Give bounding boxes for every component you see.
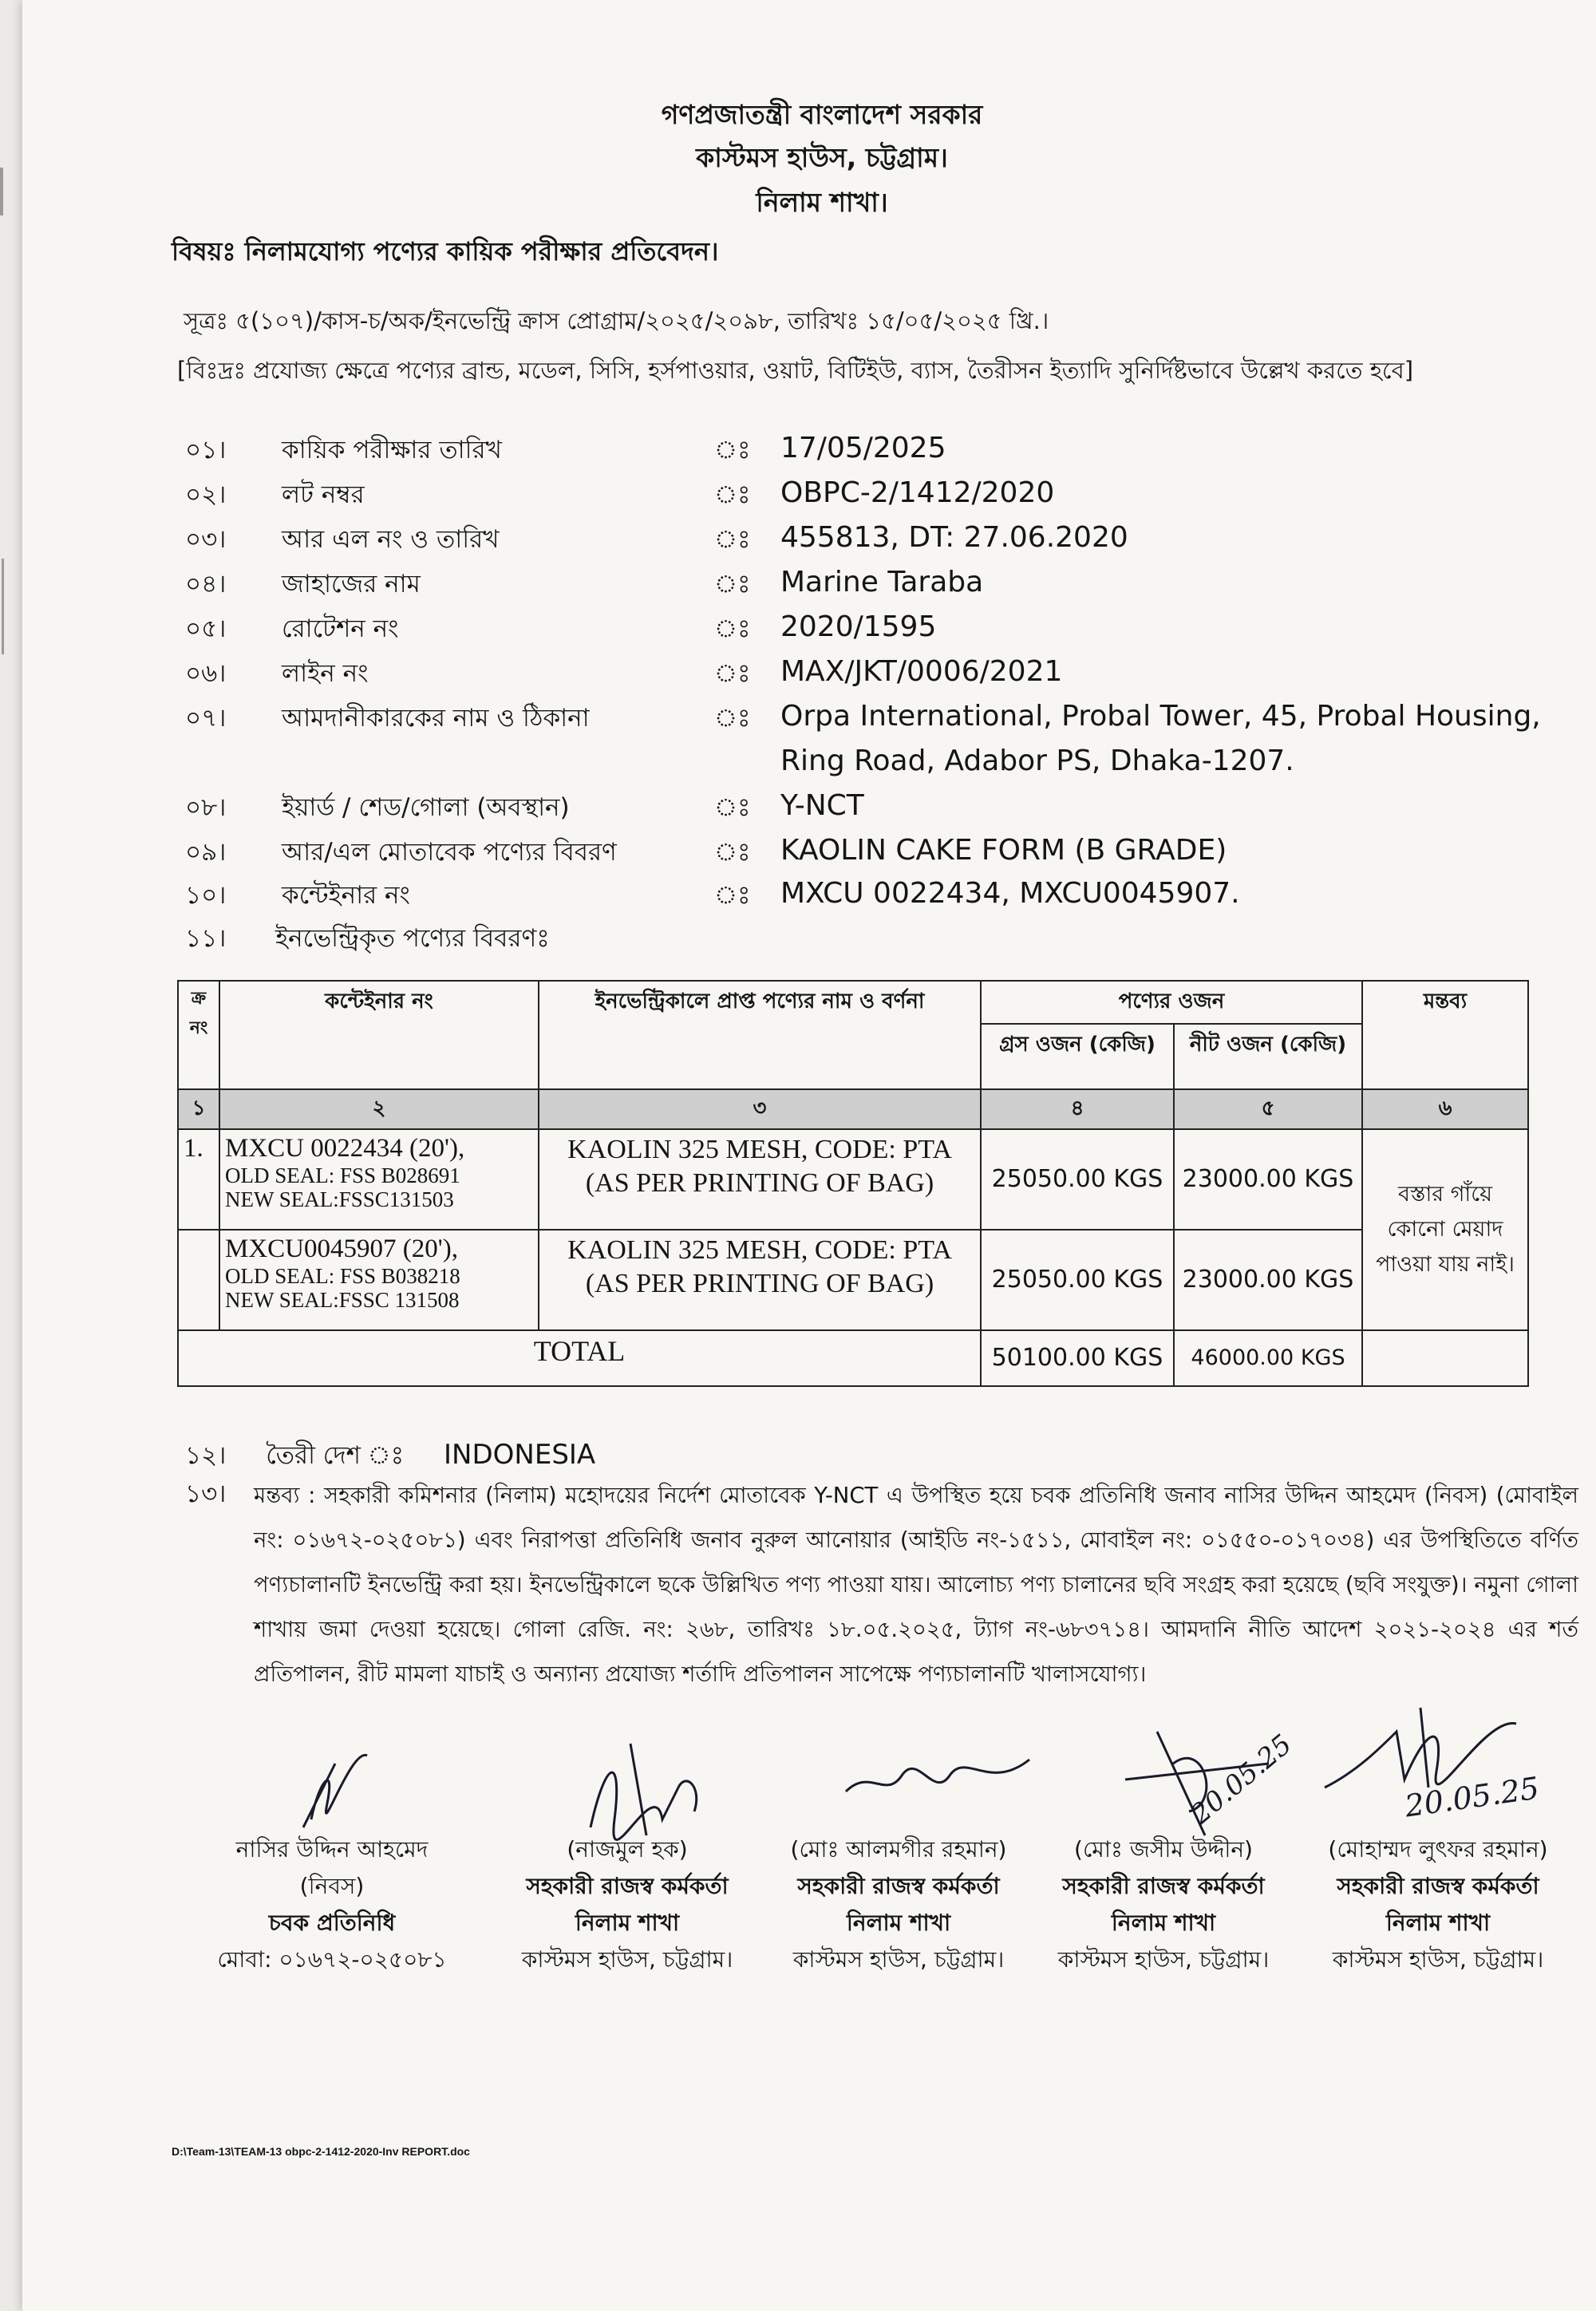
signatory-name: (মোহাম্মদ লুৎফর রহমান) bbox=[1328, 1836, 1548, 1863]
header-container: কন্টেইনার নং bbox=[219, 981, 539, 1089]
index-cell: ৬ bbox=[1362, 1089, 1528, 1129]
container-number: MXCU0045907 (20'), bbox=[225, 1235, 458, 1263]
file-path-footer: D:\Team-13\TEAM-13 obpc-2-1412-2020-Inv REPORT.doc bbox=[172, 2145, 470, 2158]
index-cell: ২ bbox=[219, 1089, 539, 1129]
field-colon: ঃ bbox=[714, 570, 751, 598]
header-goods: ইনভেন্ট্রিকালে প্রাপ্ত পণ্যের নাম ও বর্ণনা bbox=[539, 981, 981, 1089]
new-seal: NEW SEAL:FSSC 131508 bbox=[225, 1288, 460, 1312]
field-number: ০৫। bbox=[185, 614, 227, 643]
field-value: Orpa International, Probal Tower, 45, Probal Housing, bbox=[780, 700, 1541, 733]
field-label: জাহাজের নাম bbox=[282, 570, 421, 598]
inventory-table bbox=[177, 980, 1529, 1387]
signatory-line: নিলাম শাখা bbox=[1385, 1910, 1491, 1936]
remarks-number: ১৩। bbox=[185, 1479, 227, 1508]
field-label: আর/এল মোতাবেক পণ্যের বিবরণ bbox=[282, 838, 617, 867]
total-net: 46000.00 KGS bbox=[1174, 1330, 1362, 1386]
table-header-row bbox=[178, 981, 1528, 1024]
header-gross: গ্রস ওজন (কেজি) bbox=[981, 1024, 1174, 1089]
field-number: ০১। bbox=[185, 436, 227, 464]
total-row bbox=[178, 1330, 1528, 1386]
field-number: ০৩। bbox=[185, 525, 227, 554]
signatory-line: চবক প্রতিনিধি bbox=[268, 1910, 396, 1936]
signatory-line: নিলাম শাখা bbox=[1111, 1910, 1216, 1936]
old-seal: OLD SEAL: FSS B028691 bbox=[225, 1163, 460, 1187]
govt-title: গণপ্রজাতন্ত্রী বাংলাদেশ সরকার bbox=[661, 99, 983, 130]
handwritten-date-1: 20.05.25 bbox=[1184, 1728, 1298, 1831]
net-weight-cell: 23000.00 KGS bbox=[1174, 1230, 1362, 1330]
field-colon: ঃ bbox=[714, 436, 751, 464]
signature-scribble-2 bbox=[559, 1740, 742, 1843]
table-row bbox=[178, 1129, 1528, 1230]
serial-cell: 1. bbox=[178, 1129, 219, 1230]
field-value-continued: Ring Road, Adabor PS, Dhaka-1207. bbox=[780, 745, 1294, 777]
field-number: ১১। bbox=[185, 924, 227, 953]
field-label: লট নম্বর bbox=[282, 480, 365, 509]
section-title: নিলাম শাখা। bbox=[756, 187, 888, 218]
field-label: আমদানীকারকের নাম ও ঠিকানা bbox=[282, 704, 590, 733]
header-net: নীট ওজন (কেজি) bbox=[1174, 1024, 1362, 1089]
origin-number: ১২। bbox=[185, 1441, 227, 1470]
signatory-block bbox=[755, 1831, 1042, 1978]
gross-weight-cell: 25050.00 KGS bbox=[981, 1129, 1174, 1230]
index-cell: ৩ bbox=[539, 1089, 981, 1129]
field-number: ০৭। bbox=[185, 704, 227, 733]
new-seal: NEW SEAL:FSSC131503 bbox=[225, 1187, 454, 1211]
field-number: ০৮। bbox=[185, 793, 227, 822]
field-colon: ঃ bbox=[714, 838, 751, 867]
signatory-line: সহকারী রাজস্ব কর্মকর্তা bbox=[797, 1873, 1000, 1899]
header-weight: পণ্যের ওজন bbox=[981, 981, 1362, 1024]
container-cell bbox=[219, 1230, 539, 1330]
table-index-row bbox=[178, 1089, 1528, 1129]
signatory-line: নিলাম শাখা bbox=[575, 1910, 680, 1936]
signatory-line: কাস্টমস হাউস, চট্টগ্রাম। bbox=[521, 1946, 733, 1973]
table-row bbox=[178, 1230, 1528, 1330]
container-cell bbox=[219, 1129, 539, 1230]
field-number: ০২। bbox=[185, 480, 227, 509]
container-number: MXCU 0022434 (20'), bbox=[225, 1134, 465, 1163]
field-number: ০৪। bbox=[185, 570, 227, 598]
instruction-note: [বিঃদ্রঃ প্রযোজ্য ক্ষেত্রে পণ্যের ব্রান্ড, মডেল, সিসি, হর্সপাওয়ার, ওয়াট, বিটিইউ, ব্যাস, তৈরীসন ইত্যাদি সুনির্দিষ্টভাবে উল্লেখ করতে হবে] bbox=[177, 357, 1414, 384]
field-label: কন্টেইনার নং bbox=[282, 881, 410, 910]
field-number: ১০। bbox=[185, 881, 227, 910]
field-label: কায়িক পরীক্ষার তারিখ bbox=[282, 436, 502, 464]
field-colon: ঃ bbox=[714, 793, 751, 822]
field-value: MXCU 0022434, MXCU0045907. bbox=[780, 877, 1240, 910]
signatory-line: কাস্টমস হাউস, চট্টগ্রাম। bbox=[792, 1946, 1005, 1973]
origin-value: INDONESIA bbox=[444, 1439, 596, 1471]
field-value: 17/05/2025 bbox=[780, 432, 946, 464]
field-colon: ঃ bbox=[714, 480, 751, 509]
field-colon: ঃ bbox=[714, 704, 751, 733]
total-gross: 50100.00 KGS bbox=[981, 1330, 1174, 1386]
serial-cell bbox=[178, 1230, 219, 1330]
origin-line bbox=[185, 1436, 595, 1478]
field-label: আর এল নং ও তারিখ bbox=[282, 525, 500, 554]
signatory-block bbox=[1020, 1831, 1307, 1978]
reference-line: সূত্রঃ ৫(১০৭)/কাস-চ/অক/ইনভেন্ট্রি ক্রাস প্রোগ্রাম/২০২৫/২০৯৮, তারিখঃ ১৫/০৫/২০২৫ খ্রি.। bbox=[184, 307, 1049, 334]
signatory-name: (মোঃ আলমগীর রহমান) bbox=[790, 1836, 1007, 1863]
paper-edge-mark bbox=[0, 168, 3, 215]
field-value: 2020/1595 bbox=[780, 610, 937, 643]
gross-weight-cell: 25050.00 KGS bbox=[981, 1230, 1174, 1330]
field-value: 455813, DT: 27.06.2020 bbox=[780, 521, 1128, 554]
index-cell: ১ bbox=[178, 1089, 219, 1129]
field-label: ইনভেন্ট্রিকৃত পণ্যের বিবরণঃ bbox=[275, 924, 550, 953]
remark-cell: বস্তার গাঁয়ে কোনো মেয়াদ পাওয়া যায় নাই। bbox=[1362, 1129, 1528, 1330]
field-number: ০৬। bbox=[185, 659, 227, 688]
field-value: KAOLIN CAKE FORM (B GRADE) bbox=[780, 834, 1227, 867]
remarks-paragraph: মন্তব্য : সহকারী কমিশনার (নিলাম) মহোদয়ের নির্দেশ মোতাবেক Y-NCT এ উপস্থিত হয়ে চবক প্রতিনিধি জনাব নাসির উদ্দিন আহমেদ (নিবস) (মোবাইল নং: ০১৬৭২-০২৫০৮১) এবং নিরাপত্তা প্রতিনিধি জনাব নুরুল আনোয়ার (আইডি নং-১৫১১, মোবাইল নং: ০১৫৫০-০১৭০৩৪) এর উপস্থিতিতে বর্ণিত পণ্যচালানটি ইনভেন্ট্রি করা হয়। ইনভেন্ট্রিকালে ছকে উল্লিখিত পণ্য পাওয়া যায়। আলোচ্য পণ্য চালানের ছবি সংগ্রহ করা হয়েছে (ছবি সংযুক্ত)। নমুনা গোলা শাখায় জমা দেওয়া হয়েছে। গোলা রেজি. নং: ২৬৮, তারিখঃ ১৮.০৫.২০২৫, ট্যাগ নং-৬৮৩৭১৪। আমদানি নীতি আদেশ ২০২১-২০২৪ এর শর্ত প্রতিপালন, রীট মামলা যাচাই ও অন্যান্য প্রযোজ্য শর্তাদি প্রতিপালন সাপেক্ষে পণ্যচালানটি খালাসযোগ্য। bbox=[254, 1483, 1578, 1687]
field-colon: ঃ bbox=[714, 614, 751, 643]
signatory-line: (নিবস) bbox=[299, 1873, 365, 1899]
header-serial: ক্র নং bbox=[178, 981, 219, 1089]
field-colon: ঃ bbox=[714, 881, 751, 910]
field-number: ০৯। bbox=[185, 838, 227, 867]
old-seal: OLD SEAL: FSS B038218 bbox=[225, 1264, 460, 1288]
signatory-block bbox=[188, 1831, 476, 1978]
signatory-name: নাসির উদ্দিন আহমেদ bbox=[235, 1836, 429, 1863]
index-cell: ৪ bbox=[981, 1089, 1174, 1129]
total-remark-empty bbox=[1362, 1330, 1528, 1386]
signatory-line: সহকারী রাজস্ব কর্মকর্তা bbox=[526, 1873, 729, 1899]
signatory-block bbox=[484, 1831, 771, 1978]
net-weight-cell: 23000.00 KGS bbox=[1174, 1129, 1362, 1230]
header-remarks: মন্তব্য bbox=[1362, 981, 1528, 1089]
signatory-line: নিলাম শাখা bbox=[846, 1910, 951, 1936]
field-value: MAX/JKT/0006/2021 bbox=[780, 655, 1063, 688]
field-value: Y-NCT bbox=[780, 789, 864, 822]
signatory-line: কাস্টমস হাউস, চট্টগ্রাম। bbox=[1057, 1946, 1270, 1973]
field-colon: ঃ bbox=[714, 525, 751, 554]
goods-cell: KAOLIN 325 MESH, CODE: PTA (AS PER PRINTING OF BAG) bbox=[539, 1129, 981, 1230]
field-value: OBPC-2/1412/2020 bbox=[780, 476, 1055, 509]
signatory-line: সহকারী রাজস্ব কর্মকর্তা bbox=[1062, 1873, 1265, 1899]
goods-cell: KAOLIN 325 MESH, CODE: PTA (AS PER PRINTING OF BAG) bbox=[539, 1230, 981, 1330]
signatory-block bbox=[1286, 1831, 1590, 1978]
total-label: TOTAL bbox=[178, 1330, 981, 1386]
subject-line: বিষয়ঃ নিলামযোগ্য পণ্যের কায়িক পরীক্ষার প্রতিবেদন। bbox=[172, 236, 719, 267]
signatory-name: (মোঃ জসীম উদ্দীন) bbox=[1074, 1836, 1253, 1863]
signature-scribble-3 bbox=[838, 1752, 1045, 1815]
signatory-name: (নাজমুল হক) bbox=[567, 1836, 688, 1863]
handwritten-date-2: 20.05.25 bbox=[1402, 1770, 1542, 1824]
signature-scribble-1 bbox=[287, 1732, 383, 1843]
field-colon: ঃ bbox=[714, 659, 751, 688]
signatory-line: মোবা: ০১৬৭২-০২৫০৮১ bbox=[217, 1946, 447, 1973]
paper-edge-mark bbox=[2, 559, 4, 654]
office-title: কাস্টমস হাউস, চট্টগ্রাম। bbox=[696, 142, 948, 173]
field-label: লাইন নং bbox=[282, 659, 369, 688]
origin-label: তৈরী দেশ ঃ bbox=[266, 1441, 405, 1470]
field-label: রোটেশন নং bbox=[282, 614, 399, 643]
signatory-line: সহকারী রাজস্ব কর্মকর্তা bbox=[1337, 1873, 1539, 1899]
signatory-line: কাস্টমস হাউস, চট্টগ্রাম। bbox=[1332, 1946, 1544, 1973]
index-cell: ৫ bbox=[1174, 1089, 1362, 1129]
field-value: Marine Taraba bbox=[780, 566, 984, 598]
field-label: ইয়ার্ড / শেড/গোলা (অবস্থান) bbox=[282, 793, 570, 822]
